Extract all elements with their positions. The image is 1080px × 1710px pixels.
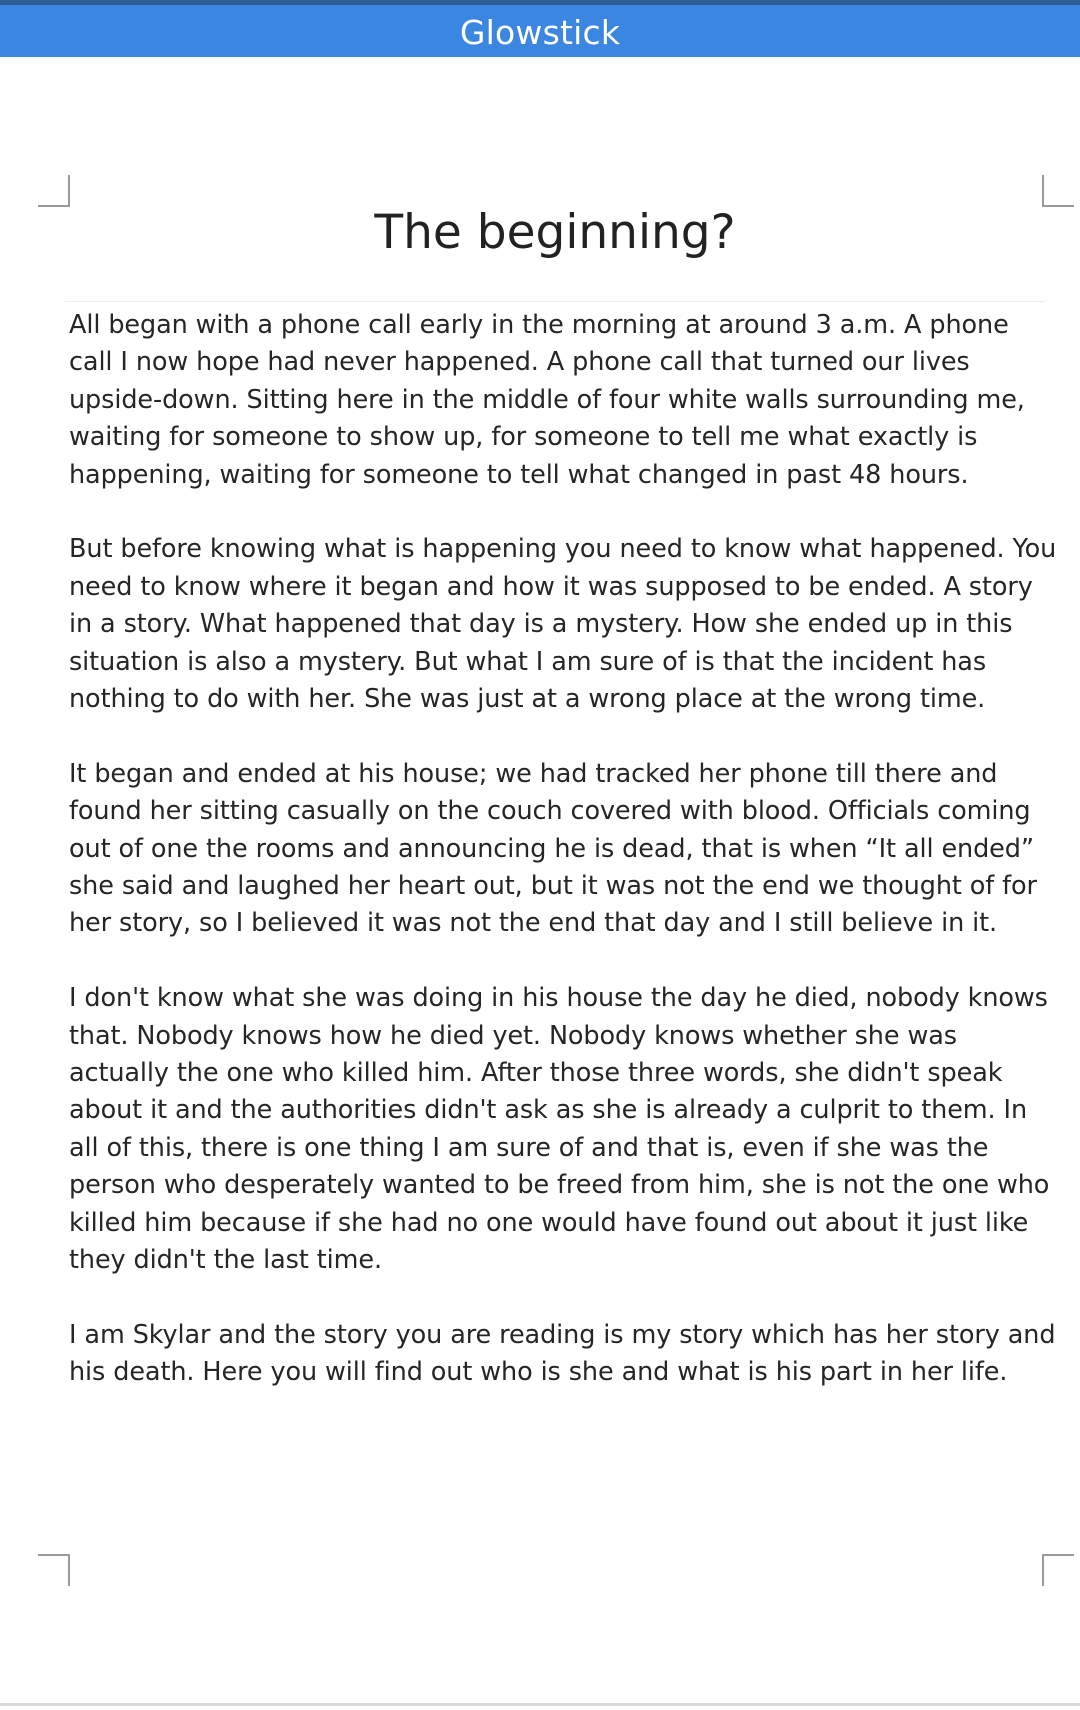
story-paragraph: All began with a phone call early in the morning at around 3 a.m. A phone call I now hope had never happened. A phone call that turned our lives upside-down. Sitting here in the middle of four white walls surrounding me, waiting for someone to show up, for someone to tell me what exactly is happening, waiting for someone to tell what changed in past 48 hours. (69, 310, 1025, 490)
title-divider (65, 301, 1045, 302)
chapter-body (69, 307, 1059, 1429)
story-paragraph: It began and ended at his house; we had tracked her phone till there and found her sitting casually on the couch covered with blood. Officials coming out of one the rooms and announcing he is dead, that is when “It all ended” she said and laughed her heart out, but it was not the end we thought of for her story, so I believed it was not the end that day and I still believe in it. (69, 758, 1037, 939)
app-title: Glowstick (459, 12, 621, 52)
page-corner-top-right (1042, 175, 1074, 207)
page-corner-top-left (38, 175, 70, 207)
story-paragraph: But before knowing what is happening you need to know what happened. You need to know where it began and how it was supposed to be ended. A story in a story. What happened that day is a mystery. How she ended up in this situation is also a mystery. But what I am sure of is that the incident has nothing to do with her. She was just at a wrong place at the wrong time. (69, 534, 1057, 715)
page-corner-bottom-right (1042, 1554, 1074, 1586)
reading-page[interactable] (0, 57, 1080, 1707)
bottom-divider (0, 1703, 1080, 1706)
chapter-title: The beginning? (374, 205, 736, 260)
story-paragraph: I am Skylar and the story you are reading is my story which has her story and his death. Here you will find out who is she and what is his part in her life. (69, 1319, 1056, 1388)
story-paragraph: I don't know what she was doing in his house the day he died, nobody knows that. Nobody knows how he died yet. Nobody knows whether she was actually the one who killed him. After those three words, she didn't speak about it and the authorities didn't ask as she is already a culprit to them. In all of this, there is one thing I am sure of and that is, even if she was the person who desperately wanted to be freed from him, she is not the one who killed him because if she had no one would have found out about it just like they didn't the last time. (69, 983, 1050, 1276)
app-header (0, 0, 1080, 57)
page-corner-bottom-left (38, 1554, 70, 1586)
